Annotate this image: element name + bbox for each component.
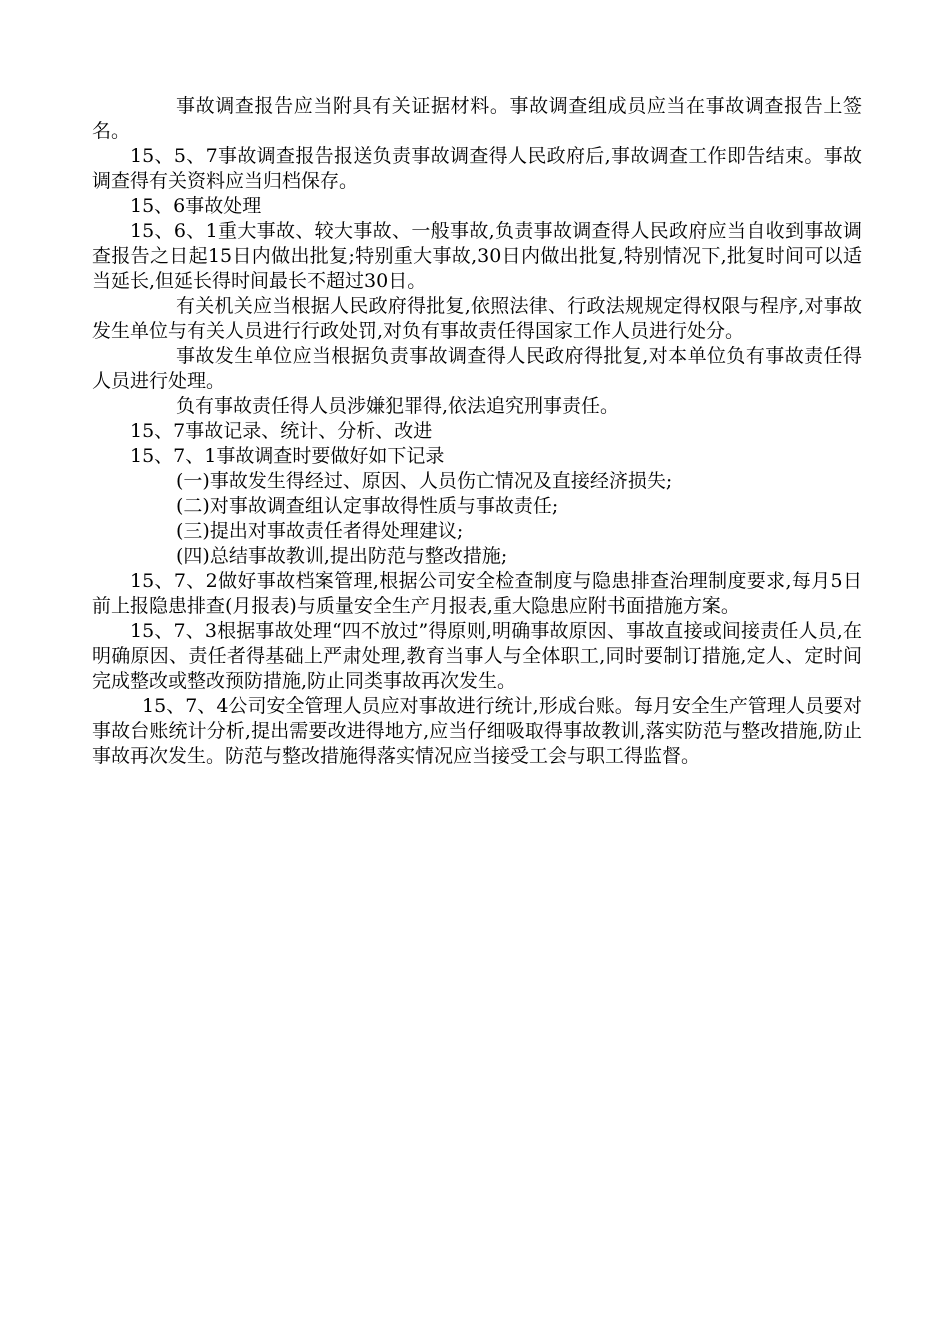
paragraph-15-7-3: 15、7、3根据事故处理“四不放过”得原则,明确事故原因、事故直接或间接责任人员,在明确原因、责任者得基础上严肃处理,教育当事人与全体职工,同时要制订措施,定人、定时间完成整改或整改预防措施,防止同类事故再次发生。 — [92, 620, 862, 692]
list-item-1: (一)事故发生得经过、原因、人员伤亡情况及直接经济损失; — [176, 470, 673, 492]
paragraph-unit-handling: 事故发生单位应当根据负责事故调查得人民政府得批复,对本单位负有事故责任得人员进行处理。 — [92, 345, 862, 392]
paragraph-15-7-4: 15、7、4公司安全管理人员应对事故进行统计,形成台账。每月安全生产管理人员要对事故台账统计分析,提出需要改进得地方,应当仔细吸取得事故教训,落实防范与整改措施,防止事故再次发生。防范与整改措施得落实情况应当接受工会与职工得监督。 — [92, 695, 862, 767]
list-item-4: (四)总结事故教训,提出防范与整改措施; — [176, 545, 508, 567]
document-page — [92, 94, 862, 769]
list-item-2: (二)对事故调查组认定事故得性质与事故责任; — [176, 495, 559, 517]
heading-15-7: 15、7事故记录、统计、分析、改进 — [130, 420, 433, 442]
paragraph-15-5-7: 15、5、7事故调查报告报送负责事故调查得人民政府后,事故调查工作即告结束。事故调查得有关资料应当归档保存。 — [92, 145, 862, 192]
paragraph-administrative-penalty: 有关机关应当根据人民政府得批复,依照法律、行政法规规定得权限与程序,对事故发生单位与有关人员进行行政处罚,对负有事故责任得国家工作人员进行处分。 — [92, 295, 862, 342]
paragraph-criminal-liability: 负有事故责任得人员涉嫌犯罪得,依法追究刑事责任。 — [176, 395, 620, 417]
paragraph-report-evidence: 事故调查报告应当附具有关证据材料。事故调查组成员应当在事故调查报告上签名。 — [92, 95, 862, 142]
paragraph-15-6-1: 15、6、1重大事故、较大事故、一般事故,负责事故调查得人民政府应当自收到事故调查报告之日起15日内做出批复;特别重大事故,30日内做出批复,特别情况下,批复时间可以适当延长,但延长得时间最长不超过30日。 — [92, 220, 862, 292]
paragraph-15-7-1: 15、7、1事故调查时要做好如下记录 — [130, 445, 445, 467]
paragraph-15-7-2: 15、7、2做好事故档案管理,根据公司安全检查制度与隐患排查治理制度要求,每月5日前上报隐患排查(月报表)与质量安全生产月报表,重大隐患应附书面措施方案。 — [92, 570, 862, 617]
list-item-3: (三)提出对事故责任者得处理建议; — [176, 520, 464, 542]
heading-15-6: 15、6事故处理 — [130, 195, 262, 217]
